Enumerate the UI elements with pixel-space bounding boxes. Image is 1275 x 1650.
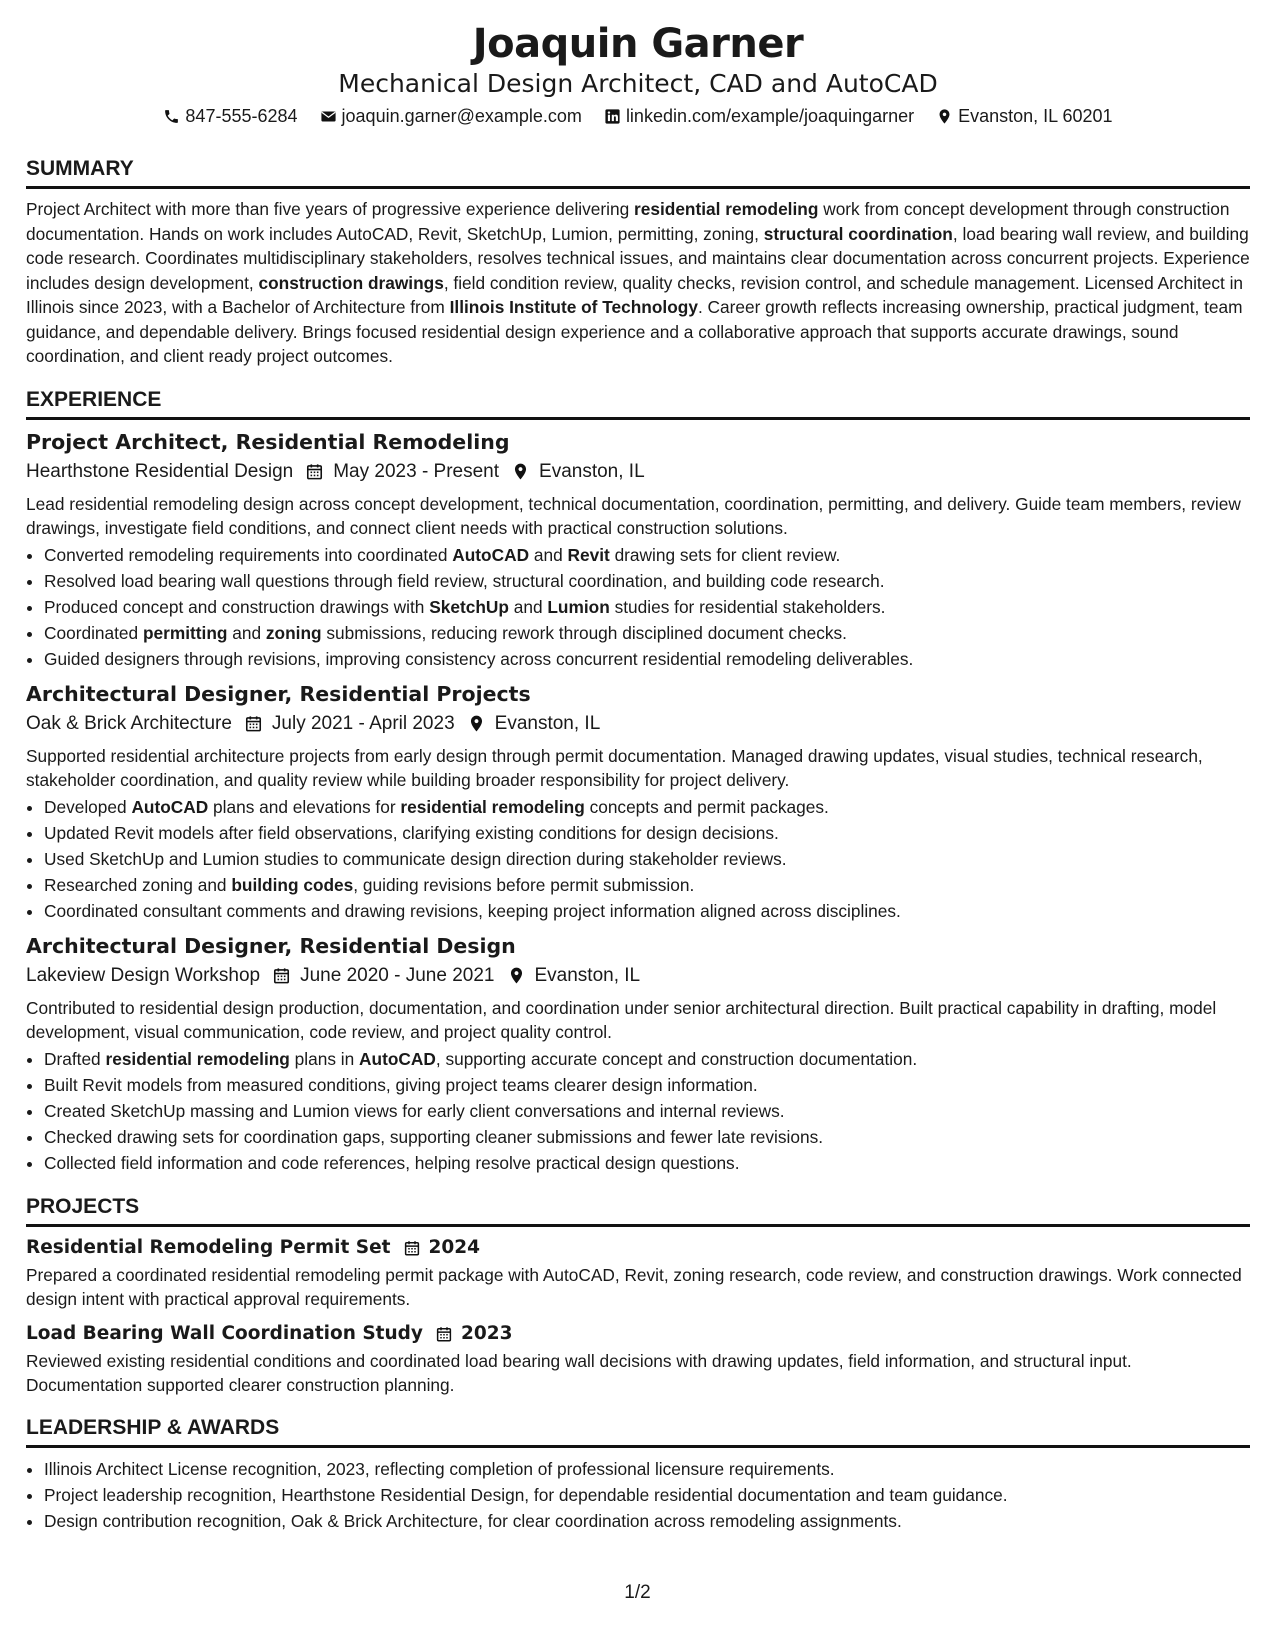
bold-keyword: AutoCAD	[131, 796, 209, 817]
bullet-item	[44, 794, 1250, 820]
map-pin-icon	[467, 714, 486, 733]
calendar-icon	[305, 462, 324, 481]
text-run: and	[227, 622, 266, 643]
summary-paragraph	[26, 197, 1250, 369]
project-title-row	[26, 1235, 1250, 1261]
bullet-item	[44, 872, 1250, 898]
text-run: Developed	[44, 796, 132, 817]
linkedin-icon	[604, 108, 621, 125]
text-run: , load bearing wall review, and building code research. Coordinates multidisciplinary stakeholders, resolves technical issues, and maintains clear documentation across concurrent projects. Experience includes design development,	[26, 223, 1250, 293]
candidate-name: Joaquin Garner	[472, 21, 804, 67]
contact-bar	[26, 104, 1250, 128]
project-year: 2023	[460, 1322, 513, 1344]
company-name: Hearthstone Residential Design	[26, 460, 294, 482]
bold-keyword: building codes	[231, 874, 354, 895]
job-location: Evanston, IL	[494, 712, 601, 734]
job-entry	[26, 932, 1250, 1176]
text-run: Updated Revit models after field observations, clarifying existing conditions for design decisions.	[44, 822, 779, 843]
text-run: , field condition review, quality checks, revision control, and schedule management. Licensed Architect in Illinois since 2023, with a Bachelor of Architecture from	[26, 272, 1244, 317]
bullet-item	[44, 1072, 1250, 1098]
job-meta	[26, 458, 1250, 486]
project-name: Residential Remodeling Permit Set	[26, 1236, 391, 1258]
text-run: Project Architect with more than five years of progressive experience delivering	[26, 199, 635, 219]
text-run: and	[508, 596, 548, 617]
job-dates: May 2023 - Present	[333, 460, 500, 482]
text-run: Produced concept and construction drawings with	[44, 596, 430, 617]
job-description: Contributed to residential design production, documentation, and coordination under senior architectural direction. Built practical capability in drafting, model development, visual communication, code review, and project quality control.	[26, 997, 1217, 1042]
project-title-row	[26, 1321, 1250, 1347]
text-run: Researched zoning and	[44, 874, 232, 895]
job-description: Lead residential remodeling design across concept development, technical documentation, coordination, permitting, and delivery. Guide team members, review drawings, investigate field conditions, and connect client needs with practical construction solutions.	[26, 493, 1241, 538]
contact-phone	[163, 104, 297, 128]
phone-icon	[163, 108, 180, 125]
bold-keyword: AutoCAD	[452, 544, 530, 565]
text-run: Drafted	[44, 1048, 106, 1069]
text-run: Used SketchUp and Lumion studies to communicate design direction during stakeholder reviews.	[44, 848, 787, 869]
awards-list	[26, 1456, 1250, 1534]
job-location: Evanston, IL	[539, 460, 645, 482]
calendar-icon	[272, 966, 291, 985]
job-dates: June 2020 - June 2021	[300, 964, 495, 986]
projects-list	[26, 1235, 1250, 1397]
email-link[interactable]: joaquin.garner@example.com	[341, 106, 582, 126]
text-run: and	[529, 544, 568, 565]
job-bullets	[26, 1046, 1250, 1176]
text-run: . Career growth reflects increasing ownership, practical judgment, team guidance, and dependable delivery. Brings focused residential design experience and a collaborative approach that supports accurate drawings, sound coordination, and client ready project outcomes.	[26, 297, 1243, 366]
experience-heading: EXPERIENCE	[26, 387, 1250, 420]
bullet-item	[44, 568, 1250, 594]
bold-keyword: residential remodeling	[105, 1048, 290, 1069]
bold-keyword: zoning	[265, 622, 322, 643]
text-run: Coordinated	[44, 622, 143, 643]
job-bullets	[26, 794, 1250, 924]
job-title: Project Architect, Residential Remodeling	[26, 429, 510, 454]
bold-keyword: permitting	[142, 622, 228, 643]
bullet-item	[44, 594, 1250, 620]
bold-keyword: residential remodeling	[634, 199, 819, 219]
phone-text[interactable]: 847-555-6284	[185, 106, 298, 126]
job-meta	[26, 962, 1250, 990]
job-entry	[26, 680, 1250, 924]
job-description: Supported residential architecture projects from early design through permit documentation. Managed drawing updates, visual studies, technical research, stakeholder coordination, and quality review while building broader responsibility for project delivery.	[26, 745, 1203, 790]
envelope-icon	[320, 108, 337, 125]
bullet-item	[44, 1046, 1250, 1072]
bold-keyword: construction drawings	[258, 272, 444, 293]
text-run: submissions, reducing rework through disciplined document checks.	[321, 622, 847, 643]
bold-keyword: Revit	[567, 544, 610, 565]
text-run: Built Revit models from measured conditions, giving project teams clearer design information.	[44, 1074, 758, 1095]
contact-linkedin	[604, 104, 914, 128]
linkedin-link[interactable]: linkedin.com/example/joaquingarner	[625, 106, 915, 126]
bold-keyword: Illinois Institute of Technology	[449, 297, 698, 317]
award-item: • Illinois Architect License recognition, 2023, reflecting completion of professional licensure requirements.	[44, 1456, 1250, 1482]
project-description: Reviewed existing residential conditions and coordinated load bearing wall decisions with drawing updates, field information, and structural input. Documentation supported clearer construction planning.	[26, 1350, 1132, 1395]
awards-heading: LEADERSHIP & AWARDS	[26, 1415, 1250, 1448]
map-pin-icon	[511, 462, 530, 481]
job-location: Evanston, IL	[534, 964, 641, 986]
text-run: Converted remodeling requirements into coordinated	[44, 544, 453, 565]
job-entry	[26, 428, 1250, 672]
calendar-icon	[435, 1325, 453, 1343]
page-number: 1/2	[624, 1582, 651, 1603]
bold-keyword: structural coordination	[763, 223, 953, 244]
summary-heading: SUMMARY	[26, 156, 1250, 189]
text-run: studies for residential stakeholders.	[609, 596, 886, 617]
text-run: drawing sets for client review.	[609, 544, 841, 565]
location-text: Evanston, IL 60201	[958, 106, 1113, 126]
project-name: Load Bearing Wall Coordination Study	[26, 1322, 423, 1344]
projects-heading: PROJECTS	[26, 1194, 1250, 1227]
job-meta	[26, 710, 1250, 738]
text-run: work from concept development through construction documentation. Hands on work includes AutoCAD, Revit, SketchUp, Lumion, permitting, zoning,	[26, 199, 1230, 244]
bullet-item	[44, 898, 1250, 924]
text-run: Coordinated consultant comments and drawing revisions, keeping project information aligned across disciplines.	[44, 900, 901, 921]
bold-keyword: residential remodeling	[400, 796, 585, 817]
company-name: Oak & Brick Architecture	[26, 712, 232, 734]
bullet-item	[44, 1150, 1250, 1176]
job-title: Architectural Designer, Residential Projects	[26, 681, 531, 706]
map-pin-icon	[507, 966, 526, 985]
text-run: Resolved load bearing wall questions through field review, structural coordination, and building code research.	[44, 570, 885, 591]
text-run: plans and elevations for	[208, 796, 401, 817]
calendar-icon	[244, 714, 263, 733]
project-description: Prepared a coordinated residential remodeling permit package with AutoCAD, Revit, zoning research, code review, and construction drawings. Work connected design intent with practical approval requirements.	[26, 1264, 1242, 1309]
bold-keyword: Lumion	[547, 596, 610, 617]
job-bullets	[26, 542, 1250, 672]
bullet-item	[44, 1124, 1250, 1150]
award-item: • Project leadership recognition, Hearthstone Residential Design, for dependable residential documentation and team guidance.	[44, 1482, 1250, 1508]
map-pin-icon	[936, 108, 953, 125]
bullet-item	[44, 846, 1250, 872]
project-year: 2024	[428, 1236, 481, 1258]
bold-keyword: SketchUp	[429, 596, 509, 617]
bold-keyword: AutoCAD	[359, 1048, 436, 1069]
text-run: Collected field information and code references, helping resolve practical design questions.	[44, 1152, 740, 1173]
text-run: , supporting accurate concept and construction documentation.	[435, 1048, 918, 1069]
bullet-item	[44, 542, 1250, 568]
resume-page	[26, 20, 1250, 1534]
project-entry	[26, 1235, 1250, 1311]
text-run: , guiding revisions before permit submission.	[353, 874, 695, 895]
project-entry	[26, 1321, 1250, 1397]
calendar-icon	[403, 1239, 421, 1257]
contact-location	[936, 104, 1112, 128]
job-dates: July 2021 - April 2023	[271, 712, 455, 734]
text-run: concepts and permit packages.	[584, 796, 829, 817]
bullet-item	[44, 646, 1250, 672]
award-item: • Design contribution recognition, Oak & Brick Architecture, for clear coordination across remodeling assignments.	[44, 1508, 1250, 1534]
text-run: Guided designers through revisions, improving consistency across concurrent residential remodeling deliverables.	[44, 648, 914, 669]
bullet-item	[44, 1098, 1250, 1124]
text-run: Created SketchUp massing and Lumion views for early client conversations and internal reviews.	[44, 1100, 785, 1121]
contact-email	[320, 104, 582, 128]
job-title: Architectural Designer, Residential Design	[26, 933, 516, 958]
experience-list	[26, 428, 1250, 1176]
company-name: Lakeview Design Workshop	[26, 964, 261, 986]
candidate-headline: Mechanical Design Architect, CAD and AutoCAD	[338, 69, 938, 98]
bullet-item	[44, 820, 1250, 846]
bullet-item	[44, 620, 1250, 646]
text-run: Checked drawing sets for coordination gaps, supporting cleaner submissions and fewer late revisions.	[44, 1126, 824, 1147]
text-run: plans in	[289, 1048, 360, 1069]
